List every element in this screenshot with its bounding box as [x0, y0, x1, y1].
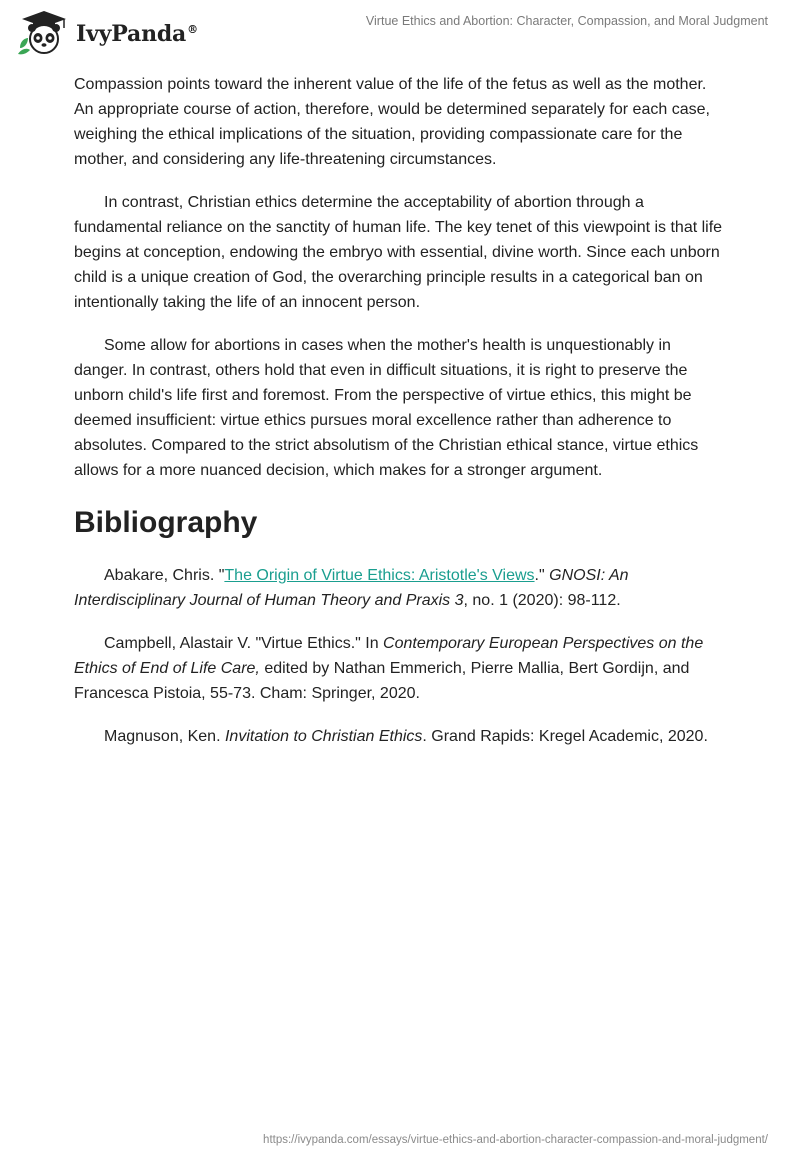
panda-graduation-cap-icon	[14, 8, 70, 56]
paragraph: Some allow for abortions in cases when the mother's health is unquestionably in danger. In contrast, others hold that even in difficult situations, it is right to preserve the unborn child's life first and foremost. From the perspective of virtue ethics, this might be deemed insufficient: virtue ethics pursues moral excellence rather than adherence to absolutes. Compared to the strict absolutism of the Christian ethical stance, virtue ethics allows for a more nuanced decision, which makes for a stronger argument.	[74, 337, 699, 479]
bibliography-entry: Magnuson, Ken. Invitation to Christian Ethics. Grand Rapids: Kregel Academic, 2020.	[104, 728, 708, 745]
footer-url[interactable]: https://ivypanda.com/essays/virtue-ethics-and-abortion-character-compassion-and-moral-judgment/	[263, 1134, 768, 1146]
paragraph: Compassion points toward the inherent value of the life of the fetus as well as the mother. An appropriate course of action, therefore, would be determined separately for each case, weighing the ethical implications of the situation, providing compassionate care for the mother, and considering any life-threatening circumstances.	[74, 76, 710, 168]
reference-link[interactable]: The Origin of Virtue Ethics: Aristotle's Views	[224, 567, 535, 584]
paragraph: In contrast, Christian ethics determine the acceptability of abortion through a fundamental reliance on the sanctity of human life. The key tenet of this viewpoint is that life begins at conception, endowing the embryo with essential, divine worth. Since each unborn child is a unique creation of God, the overarching principle results in a categorical ban on intentionally taking the life of an innocent person.	[74, 194, 723, 311]
bibliography-heading: Bibliography	[74, 506, 258, 539]
ivypanda-logo[interactable]	[14, 8, 198, 56]
brand-name: IvyPanda®	[76, 21, 198, 47]
bibliography-entry: Campbell, Alastair V. "Virtue Ethics." In Contemporary European Perspectives on the Ethics of End of Life Care, edited by Nathan Emmerich, Pierre Mallia, Bert Gordijn, and Francesca Pistoia, 55-73. Cham: Springer, 2020.	[74, 635, 704, 702]
bibliography-entry: Abakare, Chris. "The Origin of Virtue Ethics: Aristotle's Views." GNOSI: An Interdisciplinary Journal of Human Theory and Praxis 3, no. 1 (2020): 98-112.	[74, 567, 629, 609]
document-title: Virtue Ethics and Abortion: Character, Compassion, and Moral Judgment	[365, 14, 768, 28]
essay-content	[74, 72, 728, 767]
page-header	[0, 0, 800, 66]
